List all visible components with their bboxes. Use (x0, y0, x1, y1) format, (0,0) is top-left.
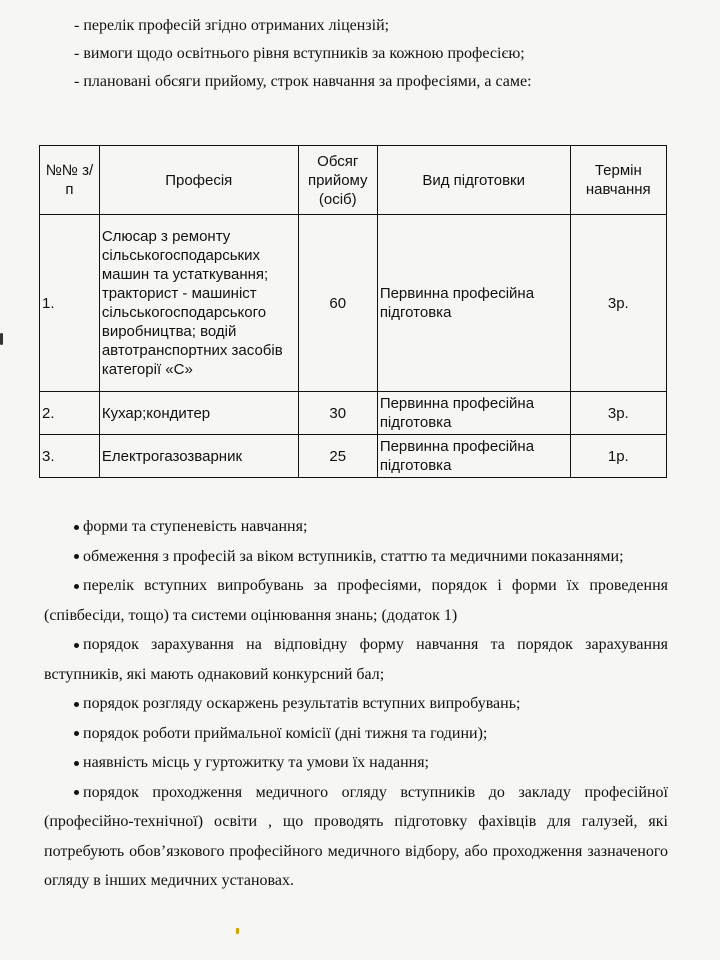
scan-speck (236, 928, 239, 934)
row-term: 3р. (570, 215, 666, 392)
bullet-item (44, 512, 668, 542)
bullet-item (44, 778, 668, 896)
header-volume: Обсяг прийому (осіб) (298, 146, 377, 215)
scan-edge-mark (0, 333, 3, 345)
bullet-dot-icon (74, 643, 79, 648)
bullet-dot-icon (74, 731, 79, 736)
bullet-text: обмеження з професій за віком вступників, статтю та медичними показаннями; (83, 547, 624, 565)
bullet-text: порядок проходження медичного огляду вступників до закладу професійної (професійно-технічної) освіти , що проводять підготовку фахівців для галузей, які потребують обов’язкового професійного медичного відбору, або проходження зазначеного огляду в інших медичних установах. (44, 783, 668, 889)
bullet-dot-icon (74, 584, 79, 589)
bullet-dot-icon (74, 790, 79, 795)
intro-item: - перелік професій згідно отриманих ліцензій; (74, 17, 390, 34)
bullet-text: перелік вступних випробувань за професіями, порядок і форми їх проведення (співбесіди, тощо) та системи оцінювання знань; (додаток 1) (44, 577, 668, 624)
header-profession: Професія (99, 146, 298, 215)
row-profession: Електрогазозварник (99, 435, 298, 478)
row-profession: Кухар;кондитер (99, 392, 298, 435)
intro-item: - плановані обсяги прийому, строк навчання за професіями, а саме: (74, 73, 532, 90)
header-term: Термін навчання (570, 146, 666, 215)
row-profession: Слюсар з ремонту сільськогосподарських машин та устаткування; тракторист - машиніст сільськогосподарського виробництва; водій автотранспортних засобів категорії «С» (99, 215, 298, 392)
row-kind: Первинна професійна підготовка (377, 435, 570, 478)
row-volume: 60 (298, 215, 377, 392)
bullet-dot-icon (74, 554, 79, 559)
intro-item: - вимоги щодо освітнього рівня вступників за кожною професією; (74, 45, 525, 62)
bullet-item (44, 542, 668, 572)
row-volume: 30 (298, 392, 377, 435)
bullet-item (44, 719, 668, 749)
bullet-text: порядок роботи приймальної комісії (дні тижня та години); (83, 724, 488, 742)
row-num: 2. (40, 392, 100, 435)
bullet-dot-icon (74, 761, 79, 766)
row-term: 3р. (570, 392, 666, 435)
intro-list (74, 12, 694, 96)
bullet-text: порядок розгляду оскаржень результатів вступних випробувань; (83, 695, 521, 712)
bullet-item (44, 630, 668, 689)
row-term: 1р. (570, 435, 666, 478)
bullet-dot-icon (74, 702, 79, 707)
bullet-item (44, 748, 668, 778)
table-header-row (40, 146, 667, 215)
bullet-text: порядок зарахування на відповідну форму навчання та порядок зарахування вступників, які мають однаковий конкурсний бал; (44, 636, 668, 683)
table-row (40, 392, 667, 435)
bullet-list (44, 512, 668, 896)
table-row (40, 215, 667, 392)
admission-table (39, 145, 667, 478)
bullet-text: наявність місць у гуртожитку та умови їх надання; (83, 754, 429, 771)
row-num: 3. (40, 435, 100, 478)
bullet-text: форми та ступеневість навчання; (83, 518, 308, 535)
row-kind: Первинна професійна підготовка (377, 392, 570, 435)
bullet-item (44, 571, 668, 630)
table-row (40, 435, 667, 478)
bullet-item (44, 689, 668, 719)
header-kind: Вид підготовки (377, 146, 570, 215)
bullet-dot-icon (74, 525, 79, 530)
header-num: №№ з/п (40, 146, 100, 215)
row-kind: Первинна професійна підготовка (377, 215, 570, 392)
row-volume: 25 (298, 435, 377, 478)
row-num: 1. (40, 215, 100, 392)
